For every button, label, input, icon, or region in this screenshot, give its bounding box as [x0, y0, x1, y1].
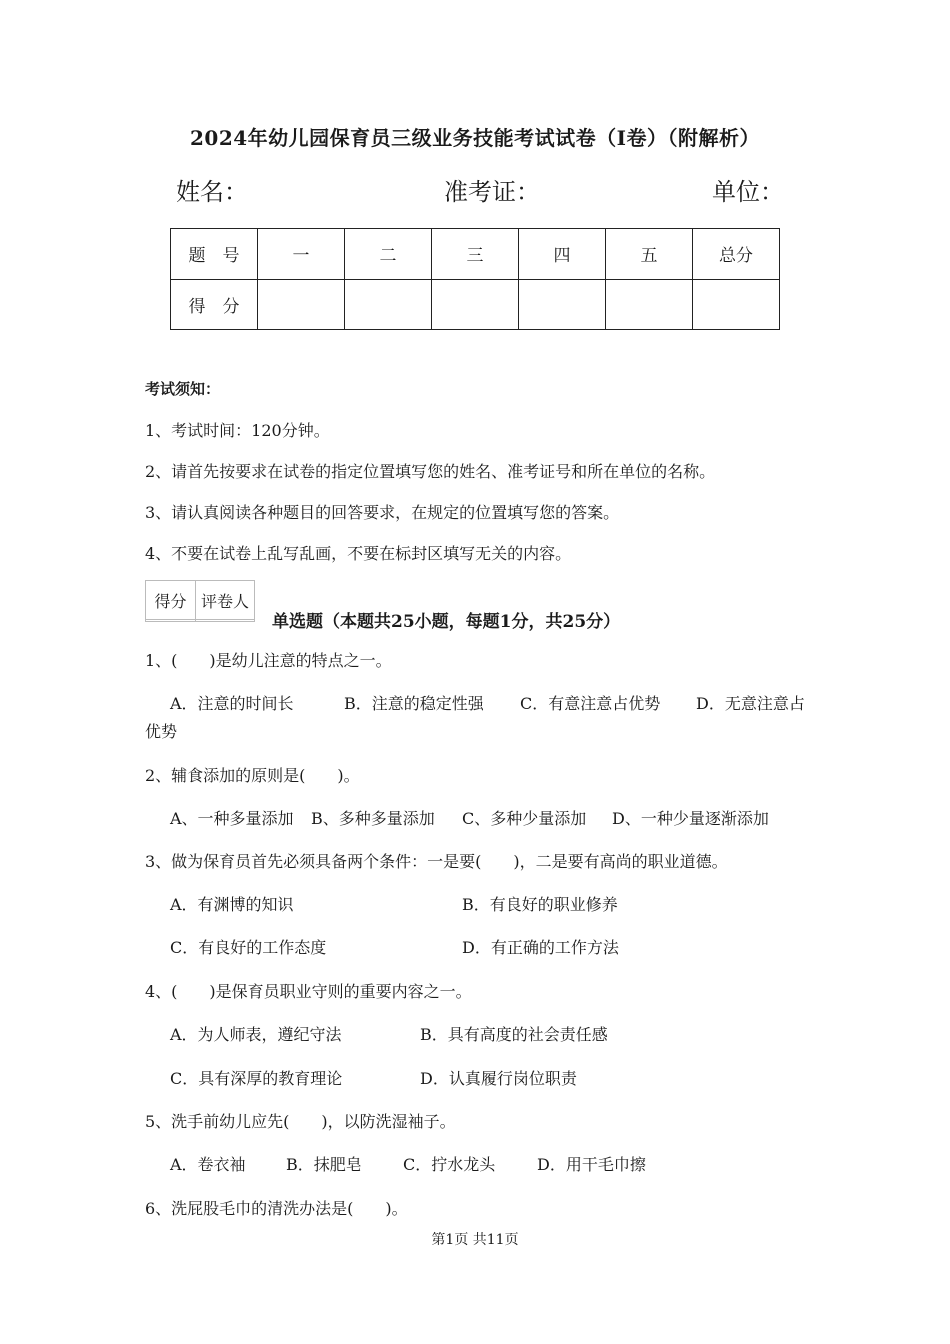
- option-a: A、一种多量添加: [170, 809, 294, 828]
- question-stem: 3、做为保育员首先必须具备两个条件：一是要( )，二是要有高尚的职业道德。: [145, 852, 728, 871]
- grader-box: [145, 580, 255, 622]
- notice-item: 1、考试时间：120分钟。: [145, 421, 330, 440]
- header-question-number: 题 号: [171, 229, 258, 280]
- header-total: 总分: [693, 229, 780, 280]
- grader-score-cell[interactable]: [146, 620, 196, 622]
- grader-reviewer-cell[interactable]: [196, 620, 255, 622]
- option-d: D．认真履行岗位职责: [420, 1069, 577, 1088]
- option-d: D．无意注意占: [696, 694, 805, 713]
- option-d: D．有正确的工作方法: [462, 938, 619, 957]
- score-cell-part-1[interactable]: [258, 279, 345, 330]
- header-part-1: 一: [258, 229, 345, 280]
- name-field-label: 姓名：: [176, 178, 248, 206]
- option-b: B．有良好的职业修养: [462, 895, 618, 914]
- option-a: A．有渊博的知识: [170, 895, 294, 914]
- option-c: C．有意注意占优势: [520, 694, 661, 713]
- option-a: A．卷衣袖: [170, 1155, 246, 1174]
- question-stem: 5、洗手前幼儿应先( )，以防洗湿袖子。: [145, 1112, 456, 1131]
- header-part-2: 二: [345, 229, 432, 280]
- exam-title: 2024年幼儿园保育员三级业务技能考试试卷（I卷）（附解析）: [189, 126, 761, 150]
- option-c: C．有良好的工作态度: [170, 938, 327, 957]
- option-a: A．为人师表，遵纪守法: [170, 1025, 342, 1044]
- score-table-score-row: [171, 279, 780, 330]
- score-row-label: 得 分: [171, 279, 258, 330]
- question-stem: 1、( )是幼儿注意的特点之一。: [145, 651, 392, 670]
- option-d-wrap: 优势: [145, 722, 178, 741]
- option-c: C．拧水龙头: [403, 1155, 496, 1174]
- score-table-header-row: [171, 229, 780, 280]
- option-a: A．注意的时间长: [170, 694, 294, 713]
- grader-score-label: 得分: [146, 581, 196, 620]
- score-cell-part-5[interactable]: [606, 279, 693, 330]
- header-part-4: 四: [519, 229, 606, 280]
- score-cell-part-4[interactable]: [519, 279, 606, 330]
- unit-field-label: 单位：: [712, 178, 784, 206]
- notice-item: 3、请认真阅读各种题目的回答要求，在规定的位置填写您的答案。: [145, 503, 620, 522]
- option-b: B、多种多量添加: [311, 809, 435, 828]
- score-cell-part-2[interactable]: [345, 279, 432, 330]
- exam-id-field-label: 准考证：: [444, 178, 540, 206]
- option-b: B．注意的稳定性强: [344, 694, 484, 713]
- option-d: D、一种少量逐渐添加: [612, 809, 769, 828]
- question-stem: 2、辅食添加的原则是( )。: [145, 766, 360, 785]
- score-cell-part-3[interactable]: [432, 279, 519, 330]
- option-d: D．用干毛巾擦: [537, 1155, 646, 1174]
- question-stem: 4、( )是保育员职业守则的重要内容之一。: [145, 982, 472, 1001]
- notice-item: 4、不要在试卷上乱写乱画，不要在标封区填写无关的内容。: [145, 544, 572, 563]
- page-footer: 第1页 共11页: [431, 1232, 519, 1248]
- notice-item: 2、请首先按要求在试卷的指定位置填写您的姓名、准考证号和所在单位的名称。: [145, 462, 716, 481]
- notice-heading: 考试须知：: [145, 380, 221, 398]
- option-c: C．具有深厚的教育理论: [170, 1069, 343, 1088]
- option-c: C、多种少量添加: [462, 809, 587, 828]
- header-part-3: 三: [432, 229, 519, 280]
- grader-reviewer-label: 评卷人: [196, 581, 255, 620]
- header-part-5: 五: [606, 229, 693, 280]
- section-title: 单选题（本题共25小题，每题1分，共25分）: [272, 612, 621, 632]
- score-table: [170, 228, 780, 330]
- option-b: B．具有高度的社会责任感: [420, 1025, 608, 1044]
- question-stem: 6、洗屁股毛巾的清洗办法是( )。: [145, 1199, 408, 1218]
- score-cell-total[interactable]: [693, 279, 780, 330]
- option-b: B．抹肥皂: [286, 1155, 362, 1174]
